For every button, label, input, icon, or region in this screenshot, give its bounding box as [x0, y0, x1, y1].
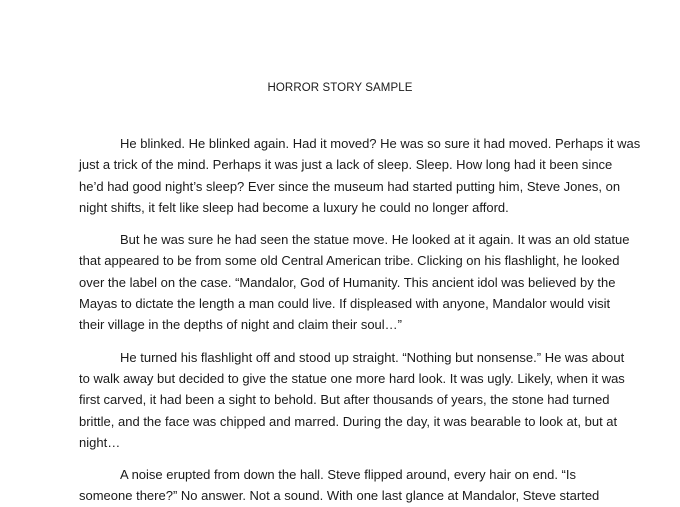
paragraph-line: He turned his flashlight off and stood up straight. “Nothing but nonsense.” He was about	[120, 349, 625, 365]
paragraph-3	[79, 347, 625, 453]
paragraph-line: night shifts, it felt like sleep had become a luxury he could no longer afford.	[79, 199, 509, 215]
paragraph-line: he’d had good night’s sleep? Ever since the museum had started putting him, Steve Jones, on	[79, 178, 621, 194]
paragraph-line: A noise erupted from down the hall. Steve flipped around, every hair on end. “Is	[120, 467, 576, 483]
paragraph-1	[79, 133, 641, 218]
paragraph-line: just a trick of the mind. Perhaps it was just a lack of sleep. Sleep. How long had it been since	[79, 157, 613, 173]
paragraph-line: someone there?” No answer. Not a sound. With one last glance at Mandalor, Steve started	[79, 488, 600, 504]
paragraph-line: He blinked. He blinked again. Had it moved? He was so sure it had moved. Perhaps it was	[120, 136, 641, 151]
paragraph-line: But he was sure he had seen the statue move. He looked at it again. It was an old statue	[120, 232, 630, 248]
document-title: HORROR STORY SAMPLE	[267, 82, 413, 94]
paragraph-line: Mayas to dictate the length a man could live. If displeased with anyone, Mandalor would visit	[79, 296, 611, 312]
paragraph-4	[79, 464, 607, 507]
paragraph-line: night…	[79, 434, 121, 450]
paragraph-line: to walk away but decided to give the statue one more hard look. It was ugly. Likely, when it was	[79, 370, 625, 386]
paragraph-line: brittle, and the face was chipped and marred. During the day, it was bearable to look at, but at	[79, 413, 618, 429]
paragraph-line: over the label on the case. “Mandalor, God of Humanity. This ancient idol was believed by the	[79, 274, 616, 290]
paragraph-2	[79, 229, 630, 335]
paragraph-line: that appeared to be from some old Central American tribe. Clicking on his flashlight, he looked	[79, 253, 620, 269]
document-body	[79, 133, 641, 507]
paragraph-line: their village in the depths of night and claim their soul…”	[79, 317, 403, 333]
paragraph-line: first carved, it had been a sight to behold. But after thousands of years, the stone had turned	[79, 392, 610, 408]
